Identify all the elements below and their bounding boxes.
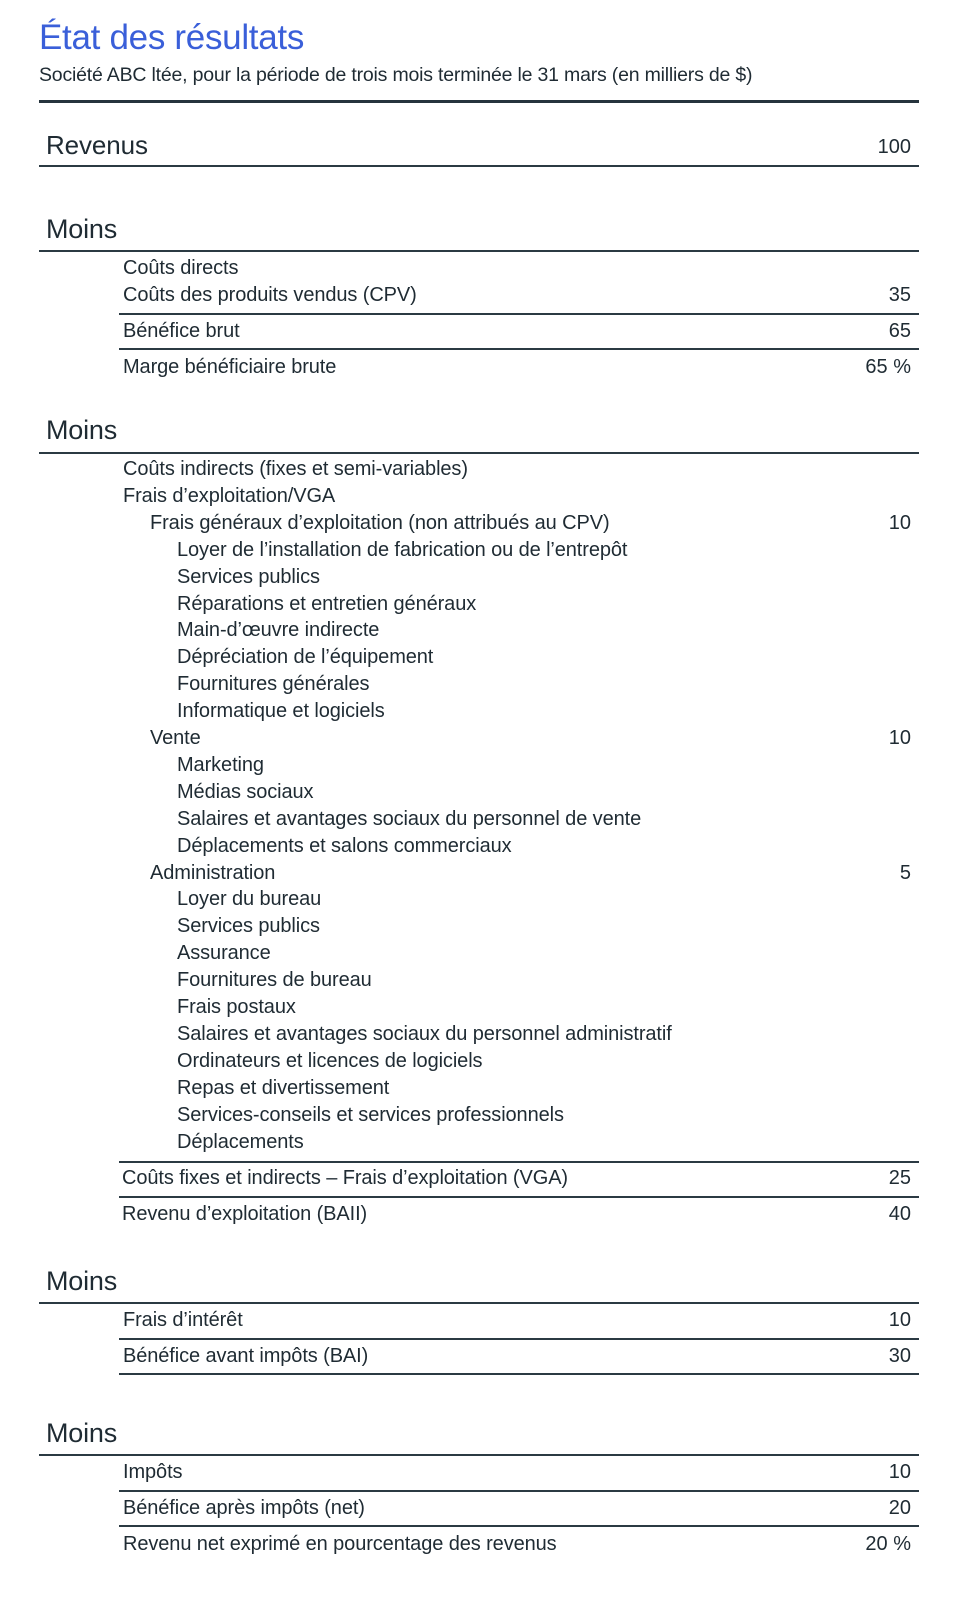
row-value: 5 (899, 861, 911, 884)
row-label: Services publics (177, 565, 320, 588)
list-item (39, 566, 919, 593)
list-item (39, 862, 919, 889)
divider (39, 1454, 919, 1456)
divider (39, 1302, 919, 1304)
row-value: 30 (888, 1345, 911, 1367)
section-heading-less: Moins (46, 214, 118, 244)
divider (119, 1490, 919, 1492)
list-item (39, 1167, 919, 1194)
list-item (39, 512, 919, 539)
divider (119, 348, 919, 350)
row-label: Revenu d’exploitation (BAII) (122, 1203, 368, 1225)
row-label: Ordinateurs et licences de logiciels (177, 1049, 483, 1072)
row-label: Loyer de l’installation de fabrication ou de l’entrepôt (177, 538, 628, 561)
list-item (39, 1497, 919, 1524)
row-label: Coûts fixes et indirects – Frais d’exploitation (VGA) (122, 1167, 568, 1189)
row-label: Services publics (177, 915, 320, 938)
row-label: Salaires et avantages sociaux du personnel de vente (177, 807, 642, 830)
list-item (39, 646, 919, 673)
list-item (39, 1131, 919, 1158)
row-value: 65 % (865, 356, 911, 378)
divider (39, 452, 919, 454)
list-item (39, 356, 919, 383)
list-item (39, 888, 919, 915)
list-item (39, 835, 919, 862)
row-label: Fournitures générales (177, 673, 370, 696)
section-heading-less: Moins (46, 415, 118, 445)
row-label: Frais d’exploitation/VGA (123, 484, 336, 507)
list-item (39, 700, 919, 727)
row-value: 65 (888, 320, 911, 342)
row-label: Loyer du bureau (177, 888, 322, 911)
row-value: 10 (888, 511, 911, 534)
divider (119, 313, 919, 315)
list-item (39, 754, 919, 781)
section-heading-less: Moins (46, 1266, 118, 1296)
row-value: 20 (888, 1497, 911, 1519)
row-label: Assurance (177, 942, 271, 965)
row-label: Revenu net exprimé en pourcentage des revenus (123, 1533, 557, 1555)
row-value: 10 (888, 727, 911, 749)
row-label: Main-d’œuvre indirecte (177, 619, 380, 642)
list-item (39, 257, 919, 284)
row-label: Vente (150, 727, 201, 749)
list-item (39, 619, 919, 646)
list-item (39, 915, 919, 942)
row-label: Frais d’intérêt (123, 1309, 243, 1331)
list-item (39, 1077, 919, 1104)
list-item (39, 485, 919, 512)
list-item (39, 942, 919, 969)
divider (119, 1338, 919, 1340)
list-item (39, 284, 919, 311)
row-label: Informatique et logiciels (177, 700, 385, 723)
row-label: Frais généraux d’exploitation (non attribués au CPV) (150, 511, 610, 534)
row-label: Bénéfice avant impôts (BAI) (123, 1345, 369, 1367)
row-label: Salaires et avantages sociaux du personnel administratif (177, 1022, 672, 1045)
list-item (39, 539, 919, 566)
row-label: Dépréciation de l’équipement (177, 646, 434, 669)
row-value: 25 (888, 1167, 911, 1189)
row-value: 10 (888, 1309, 911, 1331)
list-item (39, 781, 919, 808)
row-label: Impôts (123, 1461, 183, 1483)
list-item (39, 808, 919, 835)
divider (119, 1196, 919, 1198)
list-item (39, 1104, 919, 1131)
list-item (39, 1461, 919, 1488)
list-item (39, 969, 919, 996)
row-label: Coûts indirects (fixes et semi-variables) (123, 458, 468, 480)
row-label: Marge bénéficiaire brute (123, 356, 337, 378)
row-label: Déplacements et salons commerciaux (177, 834, 512, 857)
row-label: Coûts des produits vendus (CPV) (123, 284, 417, 306)
list-item (39, 1023, 919, 1050)
divider (39, 165, 919, 167)
section-heading-less: Moins (46, 1418, 118, 1448)
divider (39, 250, 919, 252)
list-item (39, 996, 919, 1023)
list-item (39, 593, 919, 620)
revenue-row (39, 132, 919, 164)
row-value: 35 (888, 284, 911, 306)
row-label: Coûts directs (123, 257, 239, 279)
row-label: Bénéfice brut (123, 320, 240, 342)
row-label: Réparations et entretien généraux (177, 592, 477, 615)
list-item (39, 1203, 919, 1230)
revenue-label: Revenus (46, 130, 148, 160)
divider (119, 1161, 919, 1163)
list-item (39, 1050, 919, 1077)
list-item (39, 458, 919, 485)
row-label: Marketing (177, 753, 264, 776)
page-title: État des résultats (39, 18, 305, 57)
row-label: Repas et divertissement (177, 1076, 390, 1099)
row-label: Frais postaux (177, 996, 296, 1018)
row-label: Bénéfice après impôts (net) (123, 1497, 365, 1519)
row-label: Administration (150, 861, 276, 884)
row-label: Médias sociaux (177, 780, 314, 803)
divider (119, 1373, 919, 1375)
list-item (39, 1345, 919, 1372)
row-label: Déplacements (177, 1130, 304, 1153)
list-item (39, 1309, 919, 1336)
header-divider (39, 100, 919, 103)
divider (119, 1525, 919, 1527)
row-value: 10 (888, 1461, 911, 1483)
list-item (39, 320, 919, 347)
page-subtitle: Société ABC ltée, pour la période de trois mois terminée le 31 mars (en milliers de $) (39, 64, 753, 86)
row-label: Fournitures de bureau (177, 969, 372, 992)
row-value: 40 (888, 1203, 911, 1225)
revenue-value: 100 (877, 136, 911, 158)
list-item (39, 673, 919, 700)
list-item (39, 1533, 919, 1560)
list-item (39, 727, 919, 754)
row-value: 20 % (865, 1533, 911, 1555)
row-label: Services-conseils et services professionnels (177, 1103, 564, 1126)
